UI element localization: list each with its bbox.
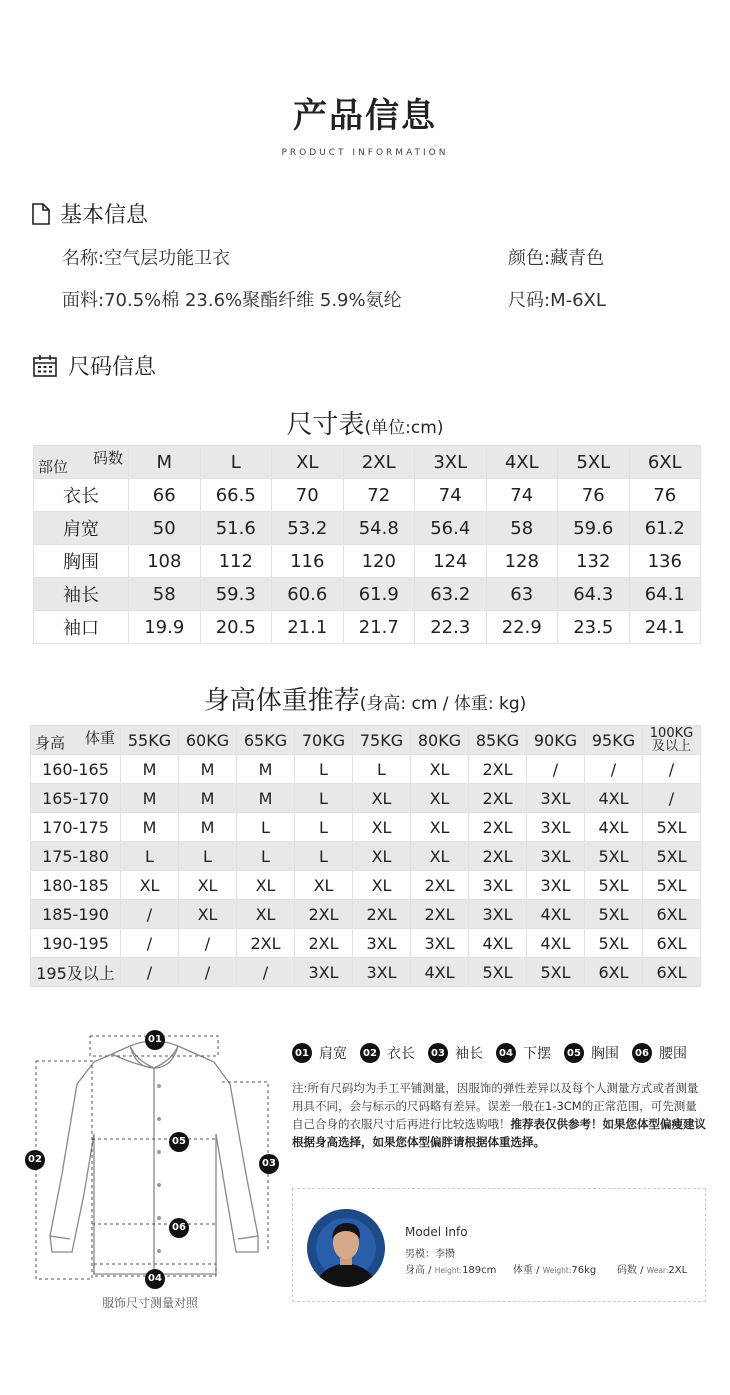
rec-size-cell: L — [295, 784, 353, 813]
model-weight-value: 76kg — [571, 1265, 597, 1276]
diagram-mark-04: 04 — [145, 1269, 165, 1289]
size-value-cell: 20.5 — [200, 611, 272, 644]
rec-size-cell: XL — [179, 871, 237, 900]
rec-size-cell: 2XL — [295, 900, 353, 929]
rec-size-cell: L — [179, 842, 237, 871]
rec-size-cell: L — [295, 755, 353, 784]
corner-top-label: 码数 — [92, 449, 123, 467]
rec-row — [31, 813, 701, 842]
rec-height-cell: 195及以上 — [31, 958, 121, 987]
size-value-cell: 21.1 — [272, 611, 344, 644]
rec-size-cell: 3XL — [469, 871, 527, 900]
product-fabric: 面料:70.5%棉 23.6%聚酯纤维 5.9%氨纶 — [62, 290, 402, 311]
rec-size-cell: XL — [411, 755, 469, 784]
rec-size-cell: 6XL — [585, 958, 643, 987]
rec-size-cell: 5XL — [527, 958, 585, 987]
product-size-range: 尺码:M-6XL — [508, 290, 606, 311]
note-text: 注:所有尺码均为手工平铺测量，因服饰的弹性差异以及每个人测量方式或者测量用具不同，会与标示的尺码略有差异。误差一般在1-3CM的正常范围，可先测量自己合身的衣服尺寸后再进行比较选购哦！ — [292, 1081, 699, 1131]
legend-badge: 04 — [496, 1043, 516, 1063]
rec-size-cell: M — [179, 813, 237, 842]
corner-bottom-label: 身高 — [35, 734, 66, 752]
basic-info-heading — [32, 198, 148, 229]
rec-weight-cell: 60KG — [179, 726, 237, 755]
size-value-cell: 50 — [129, 512, 201, 545]
rec-size-cell: / — [121, 958, 179, 987]
rec-height-cell: 160-165 — [31, 755, 121, 784]
size-row — [34, 479, 701, 512]
size-part-cell: 袖长 — [34, 578, 129, 611]
model-name: 男模：李攒 — [405, 1249, 455, 1260]
rec-size-cell: 4XL — [469, 929, 527, 958]
basic-info-label: 基本信息 — [60, 203, 149, 228]
corner-top-label: 体重 — [84, 729, 115, 747]
corner-bottom-label: 部位 — [38, 458, 69, 476]
size-value-cell: 63 — [486, 578, 558, 611]
rec-size-cell: XL — [237, 900, 295, 929]
model-weight-label: 体重 / — [513, 1265, 543, 1276]
size-value-cell: 132 — [558, 545, 630, 578]
size-value-cell: 128 — [486, 545, 558, 578]
model-height-en: Height: — [434, 1266, 463, 1275]
rec-weight-cell: 90KG — [527, 726, 585, 755]
rec-size-cell: 5XL — [585, 842, 643, 871]
rec-size-cell: 3XL — [295, 958, 353, 987]
rec-size-cell: / — [643, 755, 701, 784]
rec-table-title — [0, 680, 730, 717]
size-header-cell: 5XL — [558, 446, 630, 479]
size-value-cell: 124 — [415, 545, 487, 578]
size-value-cell: 70 — [272, 479, 344, 512]
rec-weight-cell: 75KG — [353, 726, 411, 755]
model-avatar — [307, 1209, 385, 1287]
rec-size-cell: 5XL — [585, 871, 643, 900]
rec-size-cell: 3XL — [353, 958, 411, 987]
size-value-cell: 22.3 — [415, 611, 487, 644]
size-value-cell: 136 — [629, 545, 701, 578]
rec-size-cell: XL — [237, 871, 295, 900]
rec-row — [31, 929, 701, 958]
legend-badge: 01 — [292, 1043, 312, 1063]
model-wear-en: Wear: — [646, 1266, 669, 1275]
rec-size-cell: 3XL — [469, 900, 527, 929]
size-value-cell: 108 — [129, 545, 201, 578]
rec-row — [31, 755, 701, 784]
legend-badge: 05 — [564, 1043, 584, 1063]
size-value-cell: 58 — [129, 578, 201, 611]
rec-size-cell: 5XL — [643, 871, 701, 900]
page-subtitle: PRODUCT INFORMATION — [281, 148, 449, 158]
size-value-cell: 22.9 — [486, 611, 558, 644]
rec-weight-cell: 55KG — [121, 726, 179, 755]
size-value-cell: 61.9 — [343, 578, 415, 611]
size-value-cell: 120 — [343, 545, 415, 578]
model-height-value: 189cm — [462, 1265, 497, 1276]
rec-size-cell: 5XL — [643, 813, 701, 842]
rec-size-cell: 4XL — [411, 958, 469, 987]
size-value-cell: 58 — [486, 512, 558, 545]
size-info-label: 尺码信息 — [68, 355, 157, 380]
size-header-cell: 2XL — [343, 446, 415, 479]
rec-size-cell: / — [643, 784, 701, 813]
diagram-mark-03: 03 — [259, 1154, 279, 1174]
rec-size-cell: 2XL — [411, 871, 469, 900]
rec-size-cell: XL — [353, 784, 411, 813]
rec-size-cell: / — [179, 958, 237, 987]
rec-size-cell: L — [237, 842, 295, 871]
model-wear-label: 码数 / — [617, 1265, 647, 1276]
rec-size-cell: L — [353, 755, 411, 784]
rec-row — [31, 871, 701, 900]
diagram-mark-06: 06 — [169, 1218, 189, 1238]
rec-size-cell: 3XL — [527, 784, 585, 813]
garment-diagram — [22, 1024, 284, 1294]
rec-weight-cell: 95KG — [585, 726, 643, 755]
rec-size-cell: 2XL — [411, 900, 469, 929]
size-value-cell: 74 — [486, 479, 558, 512]
size-value-cell: 112 — [200, 545, 272, 578]
size-row — [34, 578, 701, 611]
size-value-cell: 54.8 — [343, 512, 415, 545]
size-value-cell: 64.3 — [558, 578, 630, 611]
size-value-cell: 66.5 — [200, 479, 272, 512]
rec-size-cell: XL — [411, 813, 469, 842]
size-info-heading — [32, 350, 156, 381]
legend-label: 腰围 — [659, 1046, 687, 1062]
legend-label: 衣长 — [387, 1046, 415, 1062]
diagram-caption: 服饰尺寸测量对照 — [101, 1296, 198, 1310]
rec-size-cell: / — [527, 755, 585, 784]
size-row — [34, 512, 701, 545]
rec-size-cell: 4XL — [527, 900, 585, 929]
size-part-cell: 袖口 — [34, 611, 129, 644]
legend-label: 袖长 — [455, 1046, 483, 1062]
rec-size-cell: M — [121, 784, 179, 813]
rec-header-row — [31, 726, 701, 755]
rec-weight-cell: 85KG — [469, 726, 527, 755]
rec-size-cell: 2XL — [237, 929, 295, 958]
rec-size-cell: L — [295, 842, 353, 871]
rec-size-cell: 6XL — [643, 958, 701, 987]
model-info-card — [292, 1188, 706, 1302]
rec-height-cell: 175-180 — [31, 842, 121, 871]
rec-size-cell: 5XL — [585, 900, 643, 929]
legend-badge: 02 — [360, 1043, 380, 1063]
product-name: 名称:空气层功能卫衣 — [62, 248, 231, 269]
rec-size-cell: XL — [353, 842, 411, 871]
rec-size-cell: M — [121, 813, 179, 842]
size-value-cell: 59.6 — [558, 512, 630, 545]
rec-size-cell: 4XL — [585, 784, 643, 813]
size-value-cell: 76 — [629, 479, 701, 512]
rec-size-cell: 4XL — [585, 813, 643, 842]
note-emphasis: 推荐表仅供参考！如果您体型偏瘦建议根据身高选择，如果您体型偏胖请根据体重选择。 — [292, 1117, 706, 1149]
rec-size-cell: M — [237, 784, 295, 813]
size-header-cell: M — [129, 446, 201, 479]
product-color: 颜色:藏青色 — [508, 248, 605, 269]
diagram-mark-05: 05 — [169, 1132, 189, 1152]
rec-size-cell: L — [121, 842, 179, 871]
size-header-cell: 4XL — [486, 446, 558, 479]
legend-badge: 06 — [632, 1043, 652, 1063]
size-value-cell: 53.2 — [272, 512, 344, 545]
rec-size-cell: M — [121, 755, 179, 784]
rec-size-cell: 4XL — [527, 929, 585, 958]
rec-row — [31, 842, 701, 871]
model-weight — [513, 1261, 596, 1276]
rec-size-cell: 2XL — [295, 929, 353, 958]
rec-size-cell: 2XL — [469, 842, 527, 871]
rec-size-cell: / — [121, 929, 179, 958]
rec-height-cell: 190-195 — [31, 929, 121, 958]
size-table-unit: (单位:cm) — [364, 418, 444, 438]
rec-size-cell: XL — [353, 813, 411, 842]
size-table-title — [0, 404, 730, 441]
rec-height-cell: 185-190 — [31, 900, 121, 929]
legend-label: 胸围 — [591, 1046, 619, 1062]
size-value-cell: 66 — [129, 479, 201, 512]
rec-weight-cell: 80KG — [411, 726, 469, 755]
rec-table-title-text: 身高体重推荐 — [203, 686, 360, 716]
model-height-label: 身高 / — [405, 1265, 435, 1276]
rec-height-cell: 180-185 — [31, 871, 121, 900]
size-table — [33, 445, 701, 644]
rec-size-cell: L — [237, 813, 295, 842]
size-header-cell: 6XL — [629, 446, 701, 479]
rec-size-cell: / — [237, 958, 295, 987]
rec-weight-cell: 70KG — [295, 726, 353, 755]
rec-size-cell: M — [179, 755, 237, 784]
size-value-cell: 64.1 — [629, 578, 701, 611]
measurement-note — [292, 1079, 707, 1151]
rec-size-cell: / — [179, 929, 237, 958]
rec-size-cell: / — [121, 900, 179, 929]
model-wear — [617, 1261, 687, 1276]
size-value-cell: 72 — [343, 479, 415, 512]
rec-size-cell: 6XL — [643, 900, 701, 929]
size-value-cell: 56.4 — [415, 512, 487, 545]
size-part-cell: 肩宽 — [34, 512, 129, 545]
size-header-cell: L — [200, 446, 272, 479]
rec-size-cell: XL — [411, 784, 469, 813]
size-value-cell: 74 — [415, 479, 487, 512]
size-value-cell: 19.9 — [129, 611, 201, 644]
rec-corner-cell — [31, 726, 121, 755]
model-height — [405, 1261, 496, 1276]
rec-size-cell: / — [585, 755, 643, 784]
rec-size-cell: 3XL — [527, 813, 585, 842]
size-value-cell: 116 — [272, 545, 344, 578]
rec-size-cell: M — [237, 755, 295, 784]
size-corner-cell — [34, 446, 129, 479]
size-value-cell: 21.7 — [343, 611, 415, 644]
rec-size-cell: 3XL — [353, 929, 411, 958]
size-header-row — [34, 446, 701, 479]
rec-size-cell: 6XL — [643, 929, 701, 958]
size-value-cell: 60.6 — [272, 578, 344, 611]
rec-size-cell: XL — [295, 871, 353, 900]
rec-row — [31, 958, 701, 987]
rec-row — [31, 784, 701, 813]
rec-table-unit: (身高: cm / 体重: kg) — [359, 694, 527, 714]
size-value-cell: 61.2 — [629, 512, 701, 545]
rec-size-cell: 2XL — [469, 784, 527, 813]
rec-size-cell: 2XL — [469, 755, 527, 784]
size-value-cell: 76 — [558, 479, 630, 512]
rec-size-cell: 2XL — [353, 900, 411, 929]
size-value-cell: 51.6 — [200, 512, 272, 545]
rec-size-cell: 5XL — [643, 842, 701, 871]
legend-badge: 03 — [428, 1043, 448, 1063]
model-wear-value: 2XL — [668, 1265, 688, 1276]
rec-size-cell: 3XL — [527, 871, 585, 900]
rec-size-cell: L — [295, 813, 353, 842]
legend-label: 肩宽 — [319, 1046, 347, 1062]
rec-table — [30, 725, 701, 987]
legend-label: 下摆 — [523, 1046, 551, 1062]
rec-size-cell: XL — [179, 900, 237, 929]
rec-size-cell: 3XL — [411, 929, 469, 958]
rec-row — [31, 900, 701, 929]
rec-size-cell: 3XL — [527, 842, 585, 871]
size-header-cell: 3XL — [415, 446, 487, 479]
model-weight-en: Weight: — [542, 1266, 572, 1275]
rec-size-cell: 2XL — [469, 813, 527, 842]
rec-height-cell: 165-170 — [31, 784, 121, 813]
rec-size-cell: XL — [121, 871, 179, 900]
size-header-cell: XL — [272, 446, 344, 479]
rec-height-cell: 170-175 — [31, 813, 121, 842]
diagram-mark-02: 02 — [25, 1150, 45, 1170]
rec-weight-cell: 65KG — [237, 726, 295, 755]
size-row — [34, 545, 701, 578]
rec-size-cell: XL — [411, 842, 469, 871]
document-icon — [32, 203, 50, 225]
size-value-cell: 23.5 — [558, 611, 630, 644]
size-part-cell: 胸围 — [34, 545, 129, 578]
calendar-icon — [32, 354, 58, 378]
rec-size-cell: M — [179, 784, 237, 813]
rec-size-cell: 5XL — [469, 958, 527, 987]
size-value-cell: 59.3 — [200, 578, 272, 611]
size-table-title-text: 尺寸表 — [286, 410, 365, 440]
size-part-cell: 衣长 — [34, 479, 129, 512]
measurement-legend — [292, 1043, 693, 1063]
page-title: 产品信息 — [293, 96, 437, 136]
rec-size-cell: 5XL — [585, 929, 643, 958]
size-row — [34, 611, 701, 644]
rec-size-cell: XL — [353, 871, 411, 900]
model-info-heading: Model Info — [405, 1225, 468, 1239]
rec-weight-cell: 100KG及以上 — [643, 726, 701, 755]
diagram-mark-01: 01 — [145, 1030, 165, 1050]
size-value-cell: 24.1 — [629, 611, 701, 644]
size-value-cell: 63.2 — [415, 578, 487, 611]
